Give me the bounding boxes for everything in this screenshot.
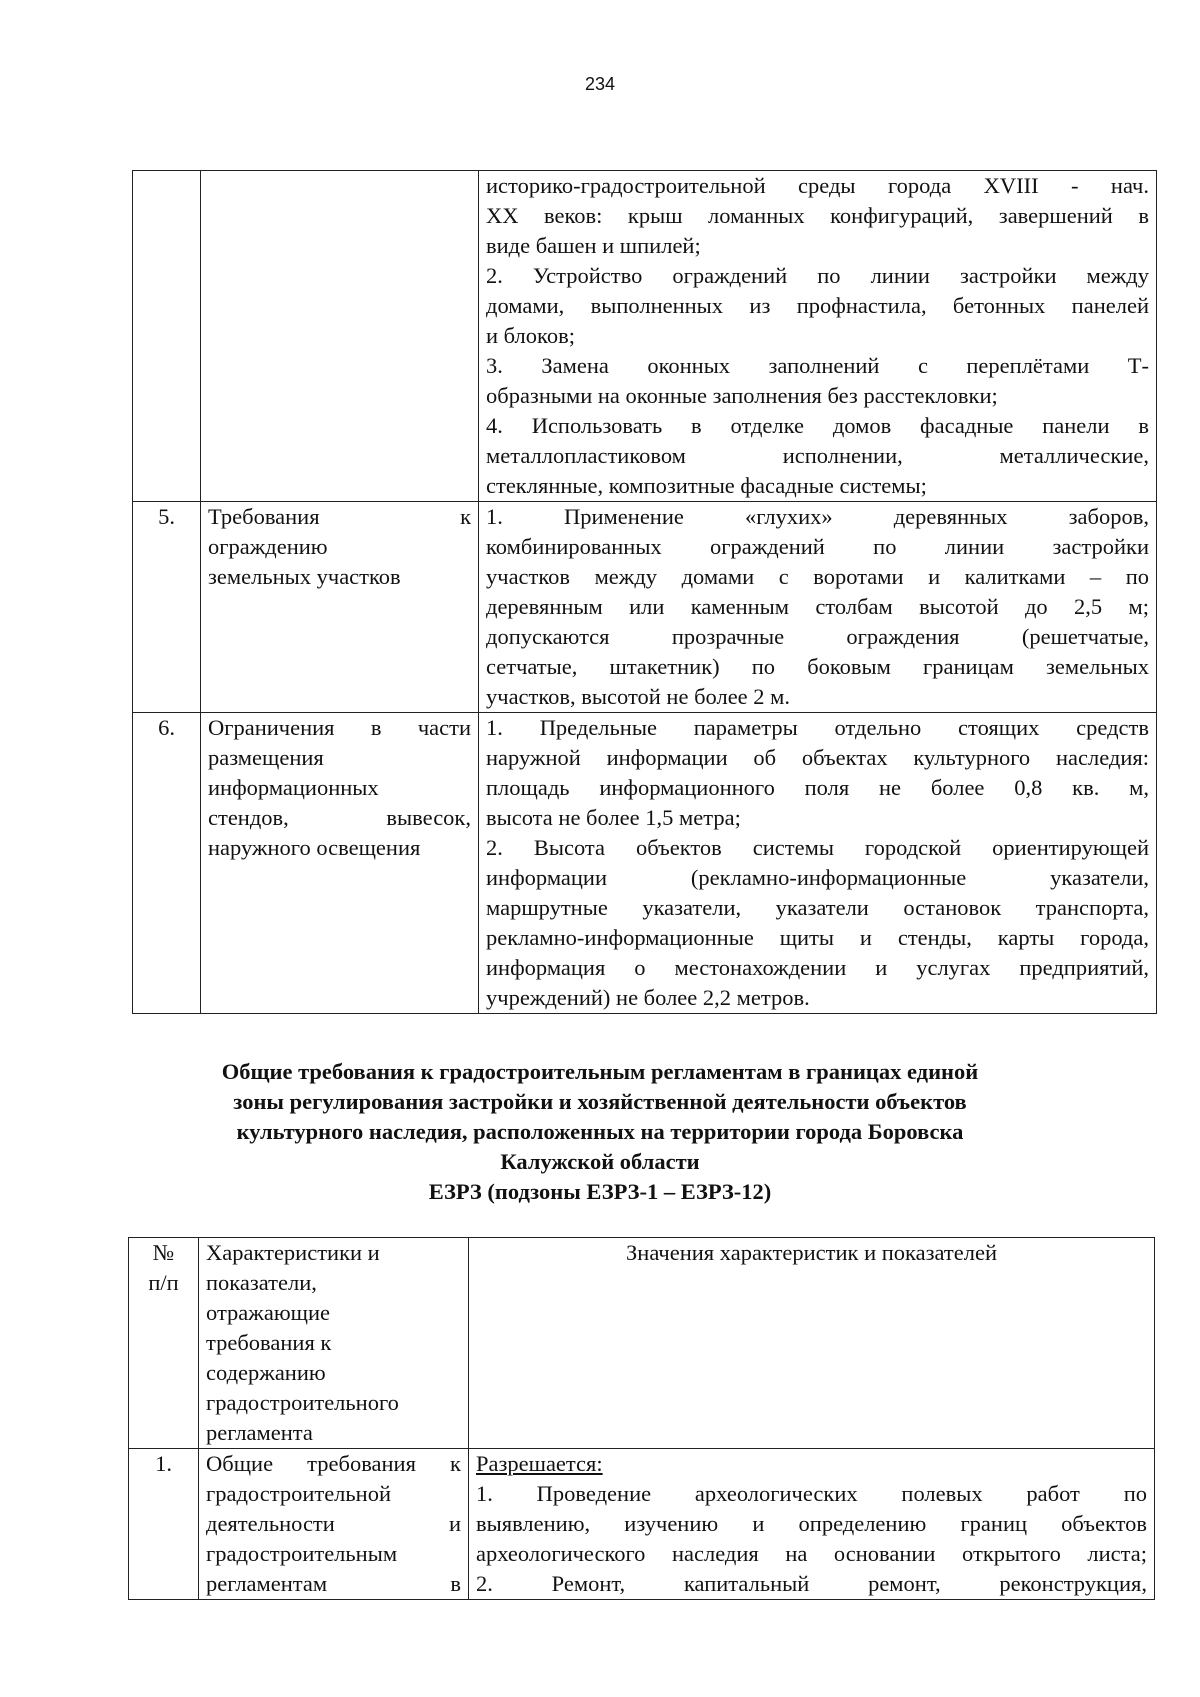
header-line: регламента [206, 1420, 313, 1445]
text-line: домами, выполненных из профнастила, бетонных панелей [486, 293, 1149, 318]
text-line: 2. Высота объектов системы городской ориентирующей [486, 835, 1149, 860]
text-line: информация о местонахождении и услугах предприятий, [486, 955, 1149, 980]
text-line: площадь информационного поля не более 0,8 кв. м, [486, 775, 1149, 800]
title-line: Общие требования к градостроительным регламентам в границах единой [221, 1059, 979, 1084]
text-line: XX веков: крыш ломанных конфигураций, завершений в [486, 203, 1149, 228]
header-line: показатели, [206, 1270, 317, 1295]
label-line: информационных [208, 775, 379, 800]
row-value [479, 502, 1157, 713]
text-line: 1. Предельные параметры отдельно стоящих средств [486, 715, 1149, 740]
title-line: ЕЗРЗ (подзоны ЕЗРЗ-1 – ЕЗРЗ-12) [428, 1179, 772, 1204]
header-value: Значения характеристик и показателей [469, 1238, 1155, 1449]
header-line: требования к [206, 1330, 332, 1355]
text-line: участков между домами с воротами и калитками – по [486, 564, 1149, 589]
table-row [129, 1449, 1155, 1600]
label-line: земельных участков [208, 564, 401, 589]
text-line: образными на оконные заполнения без расстекловки; [486, 383, 998, 408]
requirements-table-continued [132, 170, 1157, 1014]
text-line: сетчатые, штакетник) по боковым границам земельных [486, 654, 1149, 679]
text-line: комбинированных ограждений по линии застройки [486, 534, 1149, 559]
title-line: зоны регулирования застройки и хозяйственной деятельности объектов [233, 1089, 967, 1114]
header-line: содержанию [206, 1360, 326, 1385]
text-line: допускаются прозрачные ограждения (решетчатые, [486, 624, 1149, 649]
text-line: 2. Ремонт, капитальный ремонт, реконструкция, [476, 1571, 1147, 1596]
header-line: отражающие [206, 1300, 330, 1325]
text-line: выявлению, изучению и определению границ объектов [476, 1511, 1147, 1536]
allowed-heading: Разрешается: [476, 1451, 603, 1476]
text-line: виде башен и шпилей; [486, 233, 701, 258]
text-line: 4. Использовать в отделке домов фасадные панели в [486, 413, 1149, 438]
header-line: градостроительного [206, 1390, 399, 1415]
row-value [479, 713, 1157, 1014]
table-row [133, 171, 1157, 502]
row-number [133, 171, 201, 502]
text-line: маршрутные указатели, указатели остановок транспорта, [486, 895, 1149, 920]
text-line: металлопластиковом исполнении, металлические, [486, 443, 1149, 468]
text-line: археологического наследия на основании открытого листа; [476, 1541, 1147, 1566]
page-number: 234 [584, 74, 616, 94]
text-line: и блоков; [486, 323, 575, 348]
header-number [129, 1238, 199, 1449]
title-line: Калужской области [500, 1149, 700, 1174]
table-row [133, 713, 1157, 1014]
row-label [199, 1449, 469, 1600]
text-line: 1. Проведение археологических полевых работ по [476, 1481, 1147, 1506]
label-line: размещения [208, 745, 324, 770]
text-line: высота не более 1,5 метра; [486, 805, 741, 830]
text-line: участков, высотой не более 2 м. [486, 684, 791, 709]
header-line: п/п [148, 1270, 179, 1295]
header-line: № [152, 1240, 175, 1265]
row-value [479, 171, 1157, 502]
section-title [150, 1057, 1050, 1207]
label-line: Требования к [208, 504, 471, 529]
label-line: градостроительной [206, 1481, 391, 1506]
row-label [201, 713, 479, 1014]
label-line: Общие требования к [206, 1451, 461, 1476]
text-line: информации (рекламно-информационные указатели, [486, 865, 1149, 890]
row-label [201, 171, 479, 502]
text-line: учреждений) не более 2,2 метров. [486, 985, 810, 1010]
header-label [199, 1238, 469, 1449]
text-line: 3. Замена оконных заполнений с переплётами Т- [486, 353, 1149, 378]
row-label [201, 502, 479, 713]
title-line: культурного наследия, расположенных на территории города Боровска [236, 1119, 964, 1144]
label-line: градостроительным [206, 1541, 398, 1566]
text-line: стеклянные, композитные фасадные системы; [486, 473, 927, 498]
label-line: регламентам в [206, 1571, 461, 1596]
label-line: наружного освещения [208, 835, 421, 860]
text-line: деревянным или каменным столбам высотой до 2,5 м; [486, 594, 1149, 619]
row-value [469, 1449, 1155, 1600]
row-number: 6. [133, 713, 201, 1014]
header-line: Характеристики и [206, 1240, 380, 1265]
table-row [133, 502, 1157, 713]
table-header-row [129, 1238, 1155, 1449]
row-number: 5. [133, 502, 201, 713]
text-line: рекламно-информационные щиты и стенды, карты города, [486, 925, 1149, 950]
text-line: 2. Устройство ограждений по линии застройки между [486, 263, 1149, 288]
regulations-table [128, 1237, 1155, 1600]
text-line: 1. Применение «глухих» деревянных заборов, [486, 504, 1149, 529]
label-line: стендов, вывесок, [208, 805, 471, 830]
label-line: деятельности и [206, 1511, 461, 1536]
text-line: наружной информации об объектах культурного наследия: [486, 745, 1149, 770]
row-number: 1. [129, 1449, 199, 1600]
text-line: историко-градостроительной среды города XVIII - нач. [486, 173, 1149, 198]
label-line: Ограничения в части [208, 715, 471, 740]
label-line: ограждению [208, 534, 328, 559]
